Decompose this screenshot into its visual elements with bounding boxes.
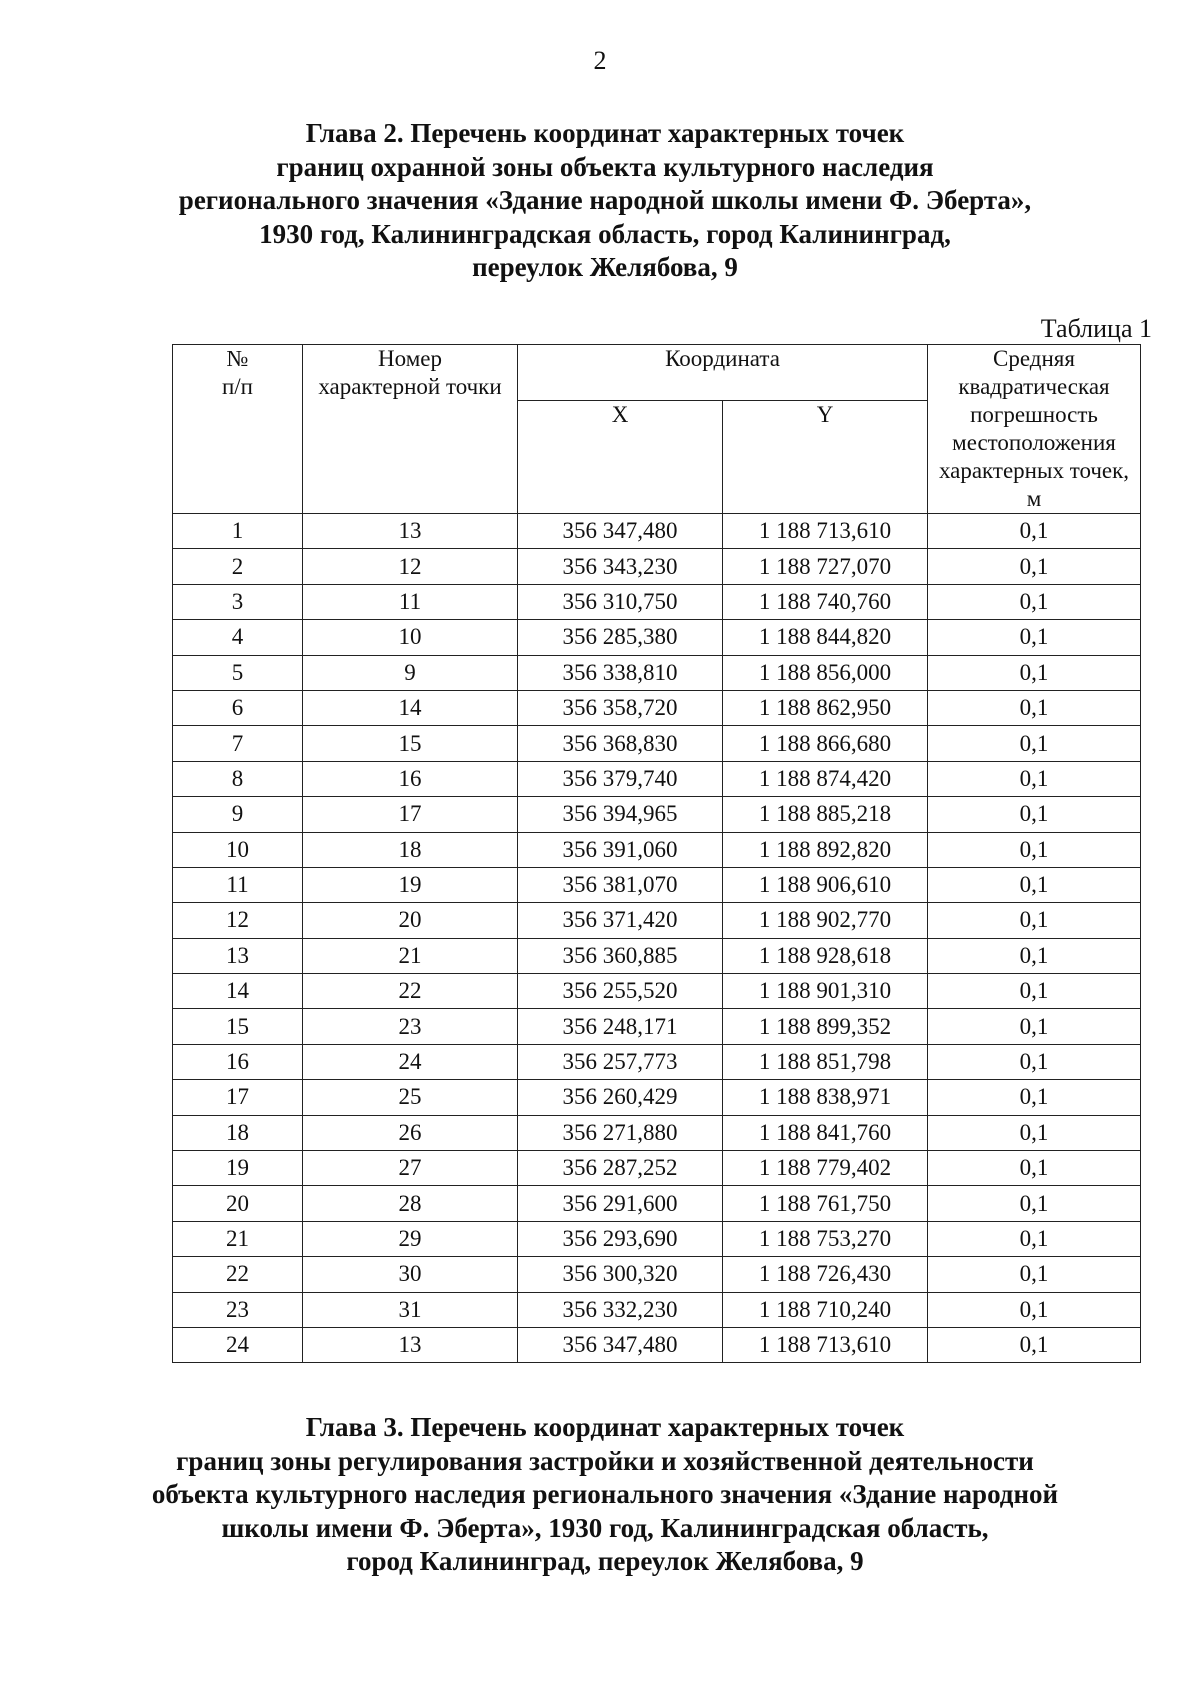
point-number-cell: 26 <box>303 1115 518 1150</box>
error-cell: 0,1 <box>928 514 1141 549</box>
y-coordinate-cell: 1 188 841,760 <box>723 1115 928 1150</box>
table-row <box>173 1327 1141 1362</box>
table-row <box>173 761 1141 796</box>
error-cell: 0,1 <box>928 1009 1141 1044</box>
error-cell: 0,1 <box>928 620 1141 655</box>
error-cell: 0,1 <box>928 1221 1141 1256</box>
coordinates-table <box>172 344 1141 1363</box>
y-coordinate-cell: 1 188 866,680 <box>723 726 928 761</box>
header-text: Средняя <box>993 346 1075 371</box>
y-coordinate-cell: 1 188 856,000 <box>723 655 928 690</box>
y-coordinate-cell: 1 188 928,618 <box>723 938 928 973</box>
error-cell: 0,1 <box>928 549 1141 584</box>
x-coordinate-cell: 356 332,230 <box>518 1292 723 1327</box>
x-coordinate-cell: 356 381,070 <box>518 867 723 902</box>
row-number-cell: 23 <box>173 1292 303 1327</box>
header-mean-square-error <box>928 345 1141 514</box>
error-cell: 0,1 <box>928 584 1141 619</box>
chapter-3-heading <box>140 1411 1070 1579</box>
row-number-cell: 4 <box>173 620 303 655</box>
table-row <box>173 1115 1141 1150</box>
row-number-cell: 3 <box>173 584 303 619</box>
heading-line: границ зоны регулирования застройки и хозяйственной деятельности <box>176 1445 1034 1476</box>
row-number-cell: 11 <box>173 867 303 902</box>
point-number-cell: 15 <box>303 726 518 761</box>
error-cell: 0,1 <box>928 655 1141 690</box>
error-cell: 0,1 <box>928 1044 1141 1079</box>
table-row <box>173 1080 1141 1115</box>
row-number-cell: 15 <box>173 1009 303 1044</box>
y-coordinate-cell: 1 188 727,070 <box>723 549 928 584</box>
x-coordinate-cell: 356 358,720 <box>518 690 723 725</box>
y-coordinate-cell: 1 188 838,971 <box>723 1080 928 1115</box>
point-number-cell: 16 <box>303 761 518 796</box>
y-coordinate-cell: 1 188 844,820 <box>723 620 928 655</box>
table-row <box>173 620 1141 655</box>
point-number-cell: 25 <box>303 1080 518 1115</box>
x-coordinate-cell: 356 360,885 <box>518 938 723 973</box>
table-caption: Таблица 1 <box>1040 314 1152 343</box>
table-row <box>173 903 1141 938</box>
y-coordinate-cell: 1 188 761,750 <box>723 1186 928 1221</box>
row-number-cell: 13 <box>173 938 303 973</box>
page-number: 2 <box>593 46 607 75</box>
y-coordinate-cell: 1 188 713,610 <box>723 514 928 549</box>
header-text: м <box>1026 486 1042 511</box>
point-number-cell: 21 <box>303 938 518 973</box>
heading-line: школы имени Ф. Эберта», 1930 год, Калининградская область, <box>221 1512 989 1543</box>
y-coordinate-cell: 1 188 901,310 <box>723 974 928 1009</box>
header-x: X <box>518 400 723 513</box>
header-text: квадратическая <box>958 374 1110 399</box>
heading-line: Глава 3. Перечень координат характерных точек <box>305 1412 905 1442</box>
error-cell: 0,1 <box>928 1292 1141 1327</box>
row-number-cell: 2 <box>173 549 303 584</box>
point-number-cell: 17 <box>303 797 518 832</box>
x-coordinate-cell: 356 394,965 <box>518 797 723 832</box>
point-number-cell: 18 <box>303 832 518 867</box>
x-coordinate-cell: 356 300,320 <box>518 1257 723 1292</box>
x-coordinate-cell: 356 379,740 <box>518 761 723 796</box>
error-cell: 0,1 <box>928 1080 1141 1115</box>
table-row <box>173 832 1141 867</box>
point-number-cell: 28 <box>303 1186 518 1221</box>
point-number-cell: 13 <box>303 514 518 549</box>
error-cell: 0,1 <box>928 903 1141 938</box>
error-cell: 0,1 <box>928 1327 1141 1362</box>
heading-line: 1930 год, Калининградская область, город Калининград, <box>259 218 951 249</box>
table-row <box>173 1257 1141 1292</box>
point-number-cell: 19 <box>303 867 518 902</box>
row-number-cell: 24 <box>173 1327 303 1362</box>
row-number-cell: 9 <box>173 797 303 832</box>
table-row <box>173 1044 1141 1079</box>
point-number-cell: 31 <box>303 1292 518 1327</box>
heading-line: регионального значения «Здание народной школы имени Ф. Эберта», <box>178 185 1032 215</box>
error-cell: 0,1 <box>928 867 1141 902</box>
point-number-cell: 24 <box>303 1044 518 1079</box>
x-coordinate-cell: 356 343,230 <box>518 549 723 584</box>
x-coordinate-cell: 356 347,480 <box>518 514 723 549</box>
y-coordinate-cell: 1 188 899,352 <box>723 1009 928 1044</box>
point-number-cell: 27 <box>303 1151 518 1186</box>
header-text: характерных точек, <box>938 458 1130 483</box>
table-row <box>173 690 1141 725</box>
point-number-cell: 10 <box>303 620 518 655</box>
point-number-cell: 20 <box>303 903 518 938</box>
header-text: № <box>226 346 249 371</box>
x-coordinate-cell: 356 248,171 <box>518 1009 723 1044</box>
error-cell: 0,1 <box>928 761 1141 796</box>
header-row-number <box>173 345 303 514</box>
x-coordinate-cell: 356 260,429 <box>518 1080 723 1115</box>
x-coordinate-cell: 356 291,600 <box>518 1186 723 1221</box>
x-coordinate-cell: 356 293,690 <box>518 1221 723 1256</box>
y-coordinate-cell: 1 188 779,402 <box>723 1151 928 1186</box>
table-row <box>173 584 1141 619</box>
table-row <box>173 1009 1141 1044</box>
row-number-cell: 17 <box>173 1080 303 1115</box>
row-number-cell: 18 <box>173 1115 303 1150</box>
y-coordinate-cell: 1 188 726,430 <box>723 1257 928 1292</box>
heading-line: границ охранной зоны объекта культурного наследия <box>276 151 934 182</box>
y-coordinate-cell: 1 188 874,420 <box>723 761 928 796</box>
x-coordinate-cell: 356 255,520 <box>518 974 723 1009</box>
point-number-cell: 11 <box>303 584 518 619</box>
error-cell: 0,1 <box>928 1186 1141 1221</box>
header-text: местоположения <box>952 430 1116 455</box>
row-number-cell: 10 <box>173 832 303 867</box>
error-cell: 0,1 <box>928 726 1141 761</box>
y-coordinate-cell: 1 188 851,798 <box>723 1044 928 1079</box>
heading-line: город Калининград, переулок Желябова, 9 <box>346 1546 864 1576</box>
y-coordinate-cell: 1 188 710,240 <box>723 1292 928 1327</box>
point-number-cell: 13 <box>303 1327 518 1362</box>
y-coordinate-cell: 1 188 885,218 <box>723 797 928 832</box>
error-cell: 0,1 <box>928 1115 1141 1150</box>
point-number-cell: 23 <box>303 1009 518 1044</box>
x-coordinate-cell: 356 371,420 <box>518 903 723 938</box>
error-cell: 0,1 <box>928 974 1141 1009</box>
row-number-cell: 22 <box>173 1257 303 1292</box>
row-number-cell: 1 <box>173 514 303 549</box>
table-row <box>173 726 1141 761</box>
error-cell: 0,1 <box>928 690 1141 725</box>
y-coordinate-cell: 1 188 892,820 <box>723 832 928 867</box>
header-coordinate: Координата <box>518 345 928 401</box>
table-row <box>173 974 1141 1009</box>
table-row <box>173 549 1141 584</box>
point-number-cell: 14 <box>303 690 518 725</box>
x-coordinate-cell: 356 285,380 <box>518 620 723 655</box>
y-coordinate-cell: 1 188 740,760 <box>723 584 928 619</box>
x-coordinate-cell: 356 368,830 <box>518 726 723 761</box>
error-cell: 0,1 <box>928 938 1141 973</box>
x-coordinate-cell: 356 287,252 <box>518 1151 723 1186</box>
y-coordinate-cell: 1 188 753,270 <box>723 1221 928 1256</box>
header-text: погрешность <box>970 402 1098 427</box>
table-row <box>173 514 1141 549</box>
point-number-cell: 9 <box>303 655 518 690</box>
point-number-cell: 29 <box>303 1221 518 1256</box>
row-number-cell: 7 <box>173 726 303 761</box>
y-coordinate-cell: 1 188 906,610 <box>723 867 928 902</box>
table-row <box>173 1221 1141 1256</box>
x-coordinate-cell: 356 347,480 <box>518 1327 723 1362</box>
row-number-cell: 8 <box>173 761 303 796</box>
row-number-cell: 19 <box>173 1151 303 1186</box>
table-row <box>173 867 1141 902</box>
table-row <box>173 938 1141 973</box>
table-body <box>173 514 1141 1363</box>
point-number-cell: 22 <box>303 974 518 1009</box>
error-cell: 0,1 <box>928 797 1141 832</box>
chapter-2-heading <box>140 117 1070 285</box>
y-coordinate-cell: 1 188 902,770 <box>723 903 928 938</box>
x-coordinate-cell: 356 338,810 <box>518 655 723 690</box>
error-cell: 0,1 <box>928 832 1141 867</box>
heading-line: объекта культурного наследия регионального значения «Здание народной <box>151 1479 1059 1509</box>
header-text: п/п <box>221 374 253 399</box>
error-cell: 0,1 <box>928 1257 1141 1292</box>
table-row <box>173 655 1141 690</box>
x-coordinate-cell: 356 271,880 <box>518 1115 723 1150</box>
row-number-cell: 21 <box>173 1221 303 1256</box>
heading-line: переулок Желябова, 9 <box>472 252 738 282</box>
point-number-cell: 12 <box>303 549 518 584</box>
row-number-cell: 12 <box>173 903 303 938</box>
point-number-cell: 30 <box>303 1257 518 1292</box>
table-row <box>173 1151 1141 1186</box>
header-text: характерной точки <box>318 374 502 399</box>
header-text: Номер <box>378 346 442 371</box>
x-coordinate-cell: 356 310,750 <box>518 584 723 619</box>
table-row <box>173 1186 1141 1221</box>
row-number-cell: 6 <box>173 690 303 725</box>
heading-line: Глава 2. Перечень координат характерных точек <box>305 118 905 148</box>
row-number-cell: 16 <box>173 1044 303 1079</box>
error-cell: 0,1 <box>928 1151 1141 1186</box>
row-number-cell: 20 <box>173 1186 303 1221</box>
row-number-cell: 14 <box>173 974 303 1009</box>
header-point-number <box>303 345 518 514</box>
y-coordinate-cell: 1 188 713,610 <box>723 1327 928 1362</box>
header-y: Y <box>723 400 928 513</box>
row-number-cell: 5 <box>173 655 303 690</box>
x-coordinate-cell: 356 391,060 <box>518 832 723 867</box>
x-coordinate-cell: 356 257,773 <box>518 1044 723 1079</box>
table-row <box>173 1292 1141 1327</box>
table-row <box>173 797 1141 832</box>
y-coordinate-cell: 1 188 862,950 <box>723 690 928 725</box>
